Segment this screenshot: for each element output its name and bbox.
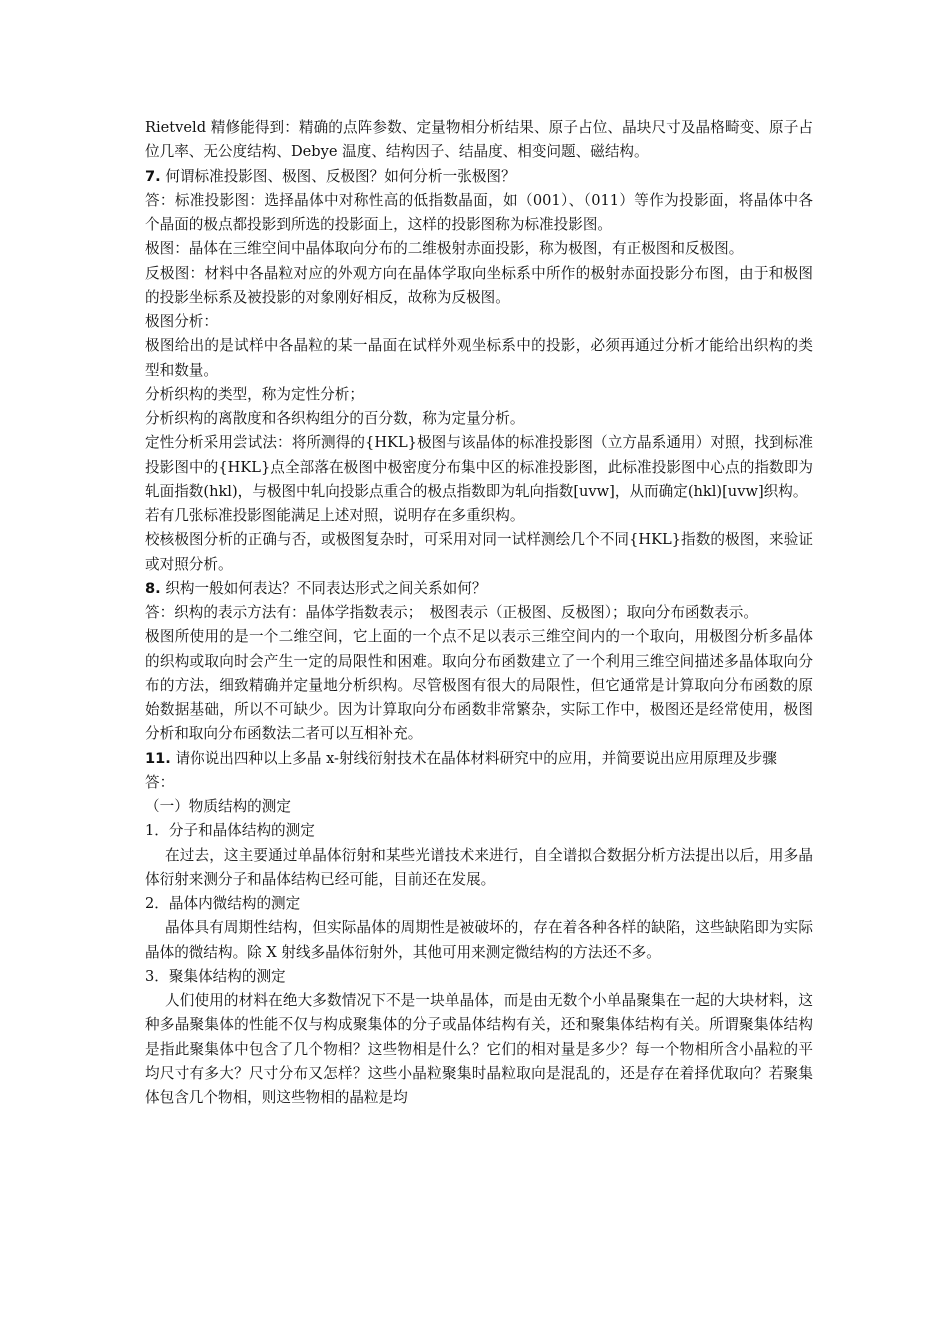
paragraph [145,892,813,916]
paragraph [145,383,813,407]
paragraph-text: （一）物质结构的测定 [145,798,291,815]
paragraph-text: 分析织构的类型，称为定性分析； [145,385,364,403]
paragraph [145,237,813,261]
paragraph [145,916,813,965]
paragraph-text: 若有几张标准投影图能满足上述对照，说明存在多重织构。 [145,507,525,524]
paragraph [145,844,813,893]
paragraph [145,310,813,334]
paragraph-text: 反极图：材料中各晶粒对应的外观方向在晶体学取向坐标系中所作的极射赤面投影分布图，由于和极图的投影坐标系及被投影的对象刚好相反，故称为反极图。 [145,264,813,306]
paragraph [145,601,813,625]
paragraph-text: 请你说出四种以上多晶 x-射线衍射技术在晶体材料研究中的应用，并简要说出应用原理及步骤 [170,749,777,767]
paragraph [145,625,813,746]
paragraph-text: 何谓标准投影图、极图、反极图？如何分析一张极图？ [160,167,516,185]
paragraph-text: 在过去，这主要通过单晶体衍射和某些光谱技术来进行，自全谱拟合数据分析方法提出以后，用多晶体衍射来测分子和晶体结构已经可能，目前还在发展。 [145,846,813,888]
paragraph-text: 3．聚集体结构的测定 [145,967,286,985]
paragraph [145,795,813,819]
question-heading [145,165,813,189]
paragraph-text: 答：织构的表示方法有：晶体学指数表示； 极图表示（正极图、反极图）；取向分布函数表示。 [145,604,758,621]
paragraph-text: 晶体具有周期性结构，但实际晶体的周期性是被破坏的，存在着各种各样的缺陷，这些缺陷即为实际晶体的微结构。除 X 射线多晶体衍射外，其他可用来测定微结构的方法还不多。 [145,919,813,961]
paragraph-text: 答：标准投影图：选择晶体中对称性高的低指数晶面，如（001）、（011）等作为投影面，将晶体中各个晶面的极点都投影到所选的投影面上，这样的投影图称为标准投影图。 [145,191,813,233]
paragraph [145,431,813,504]
question-number: 11. [145,749,171,767]
paragraph-text: 极图分析： [145,313,218,330]
question-heading [145,577,813,601]
paragraph-text: 答： [145,773,175,791]
paragraph [145,528,813,577]
paragraph-text: 2．晶体内微结构的测定 [145,895,301,912]
paragraph-text: 校核极图分析的正确与否，或极图复杂时，可采用对同一试样测绘几个不同{HKL}指数的极图，来验证或对照分析。 [145,531,813,573]
paragraph-text: 分析织构的离散度和各织构组分的百分数，称为定量分析。 [145,410,525,427]
paragraph-text: 织构一般如何表达？不同表达形式之间关系如何？ [160,579,487,597]
paragraph [145,989,813,1110]
paragraph [145,407,813,431]
paragraph [145,116,813,165]
paragraph [145,504,813,528]
question-heading [145,747,813,771]
paragraph [145,965,813,989]
question-number: 8. [145,579,161,597]
question-number: 7. [145,167,161,185]
paragraph-text: 极图：晶体在三维空间中晶体取向分布的二维极射赤面投影，称为极图，有正极图和反极图。 [145,240,744,258]
paragraph-text: 极图所使用的是一个二维空间，它上面的一个点不足以表示三维空间内的一个取向，用极图分析多晶体的织构或取向时会产生一定的局限性和困难。取向分布函数建立了一个利用三维空间描述多晶体取向分布的方法，细致精确并定量地分析织构。尽管极图有很大的局限性，但它通常是计算取向分布函数的原始数据基础，所以不可缺少。因为计算取向分布函数非常繁杂，实际工作中，极图还是经常使用，极图分析和取向分布函数法二者可以互相补充。 [145,628,813,743]
document-page [145,116,813,1110]
paragraph-text: 人们使用的材料在绝大多数情况下不是一块单晶体，而是由无数个小单晶聚集在一起的大块材料，这种多晶聚集体的性能不仅与构成聚集体的分子或晶体结构有关，还和聚集体结构有关。所谓聚集体结构是指此聚集体中包含了几个物相？这些物相是什么？它们的相对量是多少？每一个物相所含小晶粒的平均尺寸有多大？尺寸分布又怎样？这些小晶粒聚集时晶粒取向是混乱的，还是存在着择优取向？若聚集体包含几个物相，则这些物相的晶粒是均 [145,992,813,1106]
paragraph [145,189,813,238]
paragraph-text: 1．分子和晶体结构的测定 [145,822,315,840]
paragraph-text: Rietveld 精修能得到：精确的点阵参数、定量物相分析结果、原子占位、晶块尺寸及晶格畸变、原子占位几率、无公度结构、Debye 温度、结构因子、结晶度、相变问题、磁结构。 [145,119,813,161]
paragraph [145,771,813,795]
paragraph [145,819,813,843]
paragraph-text: 定性分析采用尝试法：将所测得的{HKL}极图与该晶体的标准投影图（立方晶系通用）对照，找到标准投影图中的{HKL}点全部落在极图中极密度分布集中区的标准投影图，此标准投影图中心点的指数即为轧面指数(hkl)，与极图中轧向投影点重合的极点指数即为轧向指数[uvw]，从而确定(hkl)[uvw]织构。 [145,434,813,500]
paragraph [145,262,813,311]
paragraph-text: 极图给出的是试样中各晶粒的某一晶面在试样外观坐标系中的投影，必须再通过分析才能给出织构的类型和数量。 [145,337,813,379]
paragraph [145,334,813,383]
